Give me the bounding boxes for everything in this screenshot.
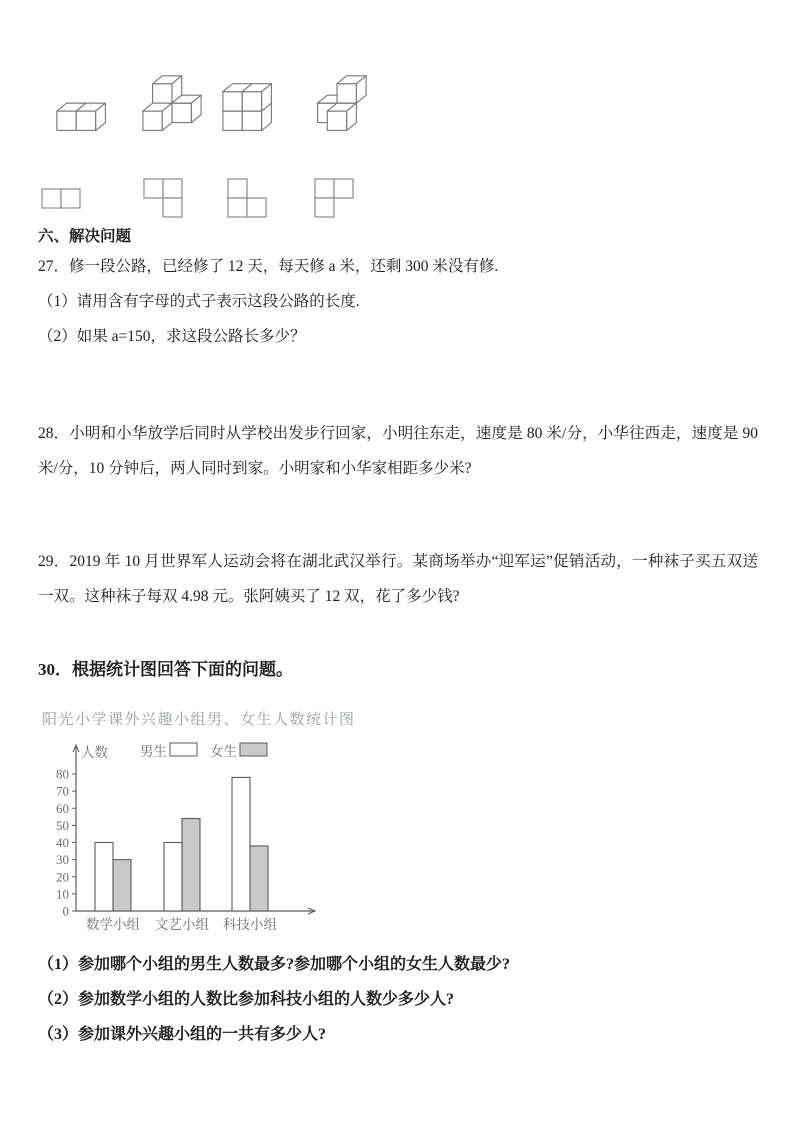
- category-label: 文艺小组: [155, 917, 209, 932]
- bar-科技小组-男生: [232, 777, 250, 911]
- questions-block: [0, 225, 794, 682]
- chart-title: 阳光小学课外兴趣小组男、女生人数统计图: [42, 712, 356, 728]
- y-tick-label: 40: [56, 835, 69, 850]
- bar-文艺小组-男生: [164, 843, 182, 912]
- category-label: 数学小组: [86, 917, 140, 932]
- question-27-sub1: （1）请用含有字母的式子表示这段公路的长度.: [38, 293, 360, 310]
- cube-figures-row: [0, 0, 794, 134]
- question-28: 28．小明和小华放学后同时从学校出发步行回家，小明往东走，速度是 80 米/分，小华往西走，速度是 90 米/分，10 分钟后，两人同时到家。小明家和小华家相距多少米?: [38, 425, 758, 477]
- bar-文艺小组-女生: [182, 819, 200, 911]
- y-tick-label: 20: [56, 869, 69, 885]
- bar-数学小组-女生: [113, 860, 131, 911]
- y-tick-label: 50: [56, 817, 69, 833]
- flat-shape-domino: [41, 188, 82, 210]
- legend-label: 男生: [140, 744, 167, 759]
- statistics-chart: [0, 708, 794, 939]
- bar-数学小组-男生: [95, 843, 113, 912]
- cube-figure-2x2-block: [221, 74, 283, 134]
- legend-swatch: [240, 743, 267, 756]
- y-tick-label: 10: [56, 886, 69, 902]
- chart-sub-questions: [0, 947, 794, 1052]
- category-label: 科技小组: [223, 917, 277, 932]
- question-30-sub3: （3）参加课外兴趣小组的一共有多少人?: [38, 1026, 327, 1043]
- cube-figure-three-cubes-right-stack: [306, 74, 368, 134]
- legend-swatch: [170, 743, 197, 756]
- bar-科技小组-女生: [250, 846, 268, 911]
- question-30-sub2: （2）参加数学小组的人数比参加科技小组的人数少多少人?: [38, 991, 455, 1008]
- flat-shape-figures-row: [0, 178, 794, 219]
- question-30-sub1: （1）参加哪个小组的男生人数最多?参加哪个小组的女生人数最少?: [38, 956, 511, 973]
- y-axis-title: 人数: [81, 745, 108, 760]
- cube-figure-two-cubes: [55, 74, 117, 134]
- y-tick-label: 30: [56, 852, 69, 868]
- y-tick-label: 60: [56, 800, 69, 816]
- y-tick-label: 70: [56, 783, 69, 799]
- legend-label: 女生: [210, 744, 237, 759]
- question-30: 30．根据统计图回答下面的问题。: [38, 660, 293, 679]
- question-27: 27．修一段公路，已经修了 12 天，每天修 a 米，还剩 300 米没有修.: [38, 258, 499, 275]
- y-tick-label: 0: [62, 903, 69, 919]
- bar-chart-svg: [44, 731, 344, 939]
- question-29: 29．2019 年 10 月世界军人运动会将在湖北武汉举行。某商场举办“迎军运”促销活动，一种袜子买五双送一双。这种袜子每双 4.98 元。张阿姨买了 12 双，花了多少钱?: [38, 553, 758, 605]
- flat-shape-tromino-right-down: [143, 178, 184, 219]
- flat-shape-tromino-left-up: [227, 178, 268, 219]
- flat-shape-tromino-left-down: [314, 178, 355, 219]
- question-27-sub2: （2）如果 a=150，求这段公路长多少？: [38, 328, 306, 345]
- section-header: 六、解决问题: [38, 228, 132, 245]
- y-tick-label: 80: [56, 766, 69, 782]
- cube-figure-three-cubes-left-stack: [141, 74, 203, 134]
